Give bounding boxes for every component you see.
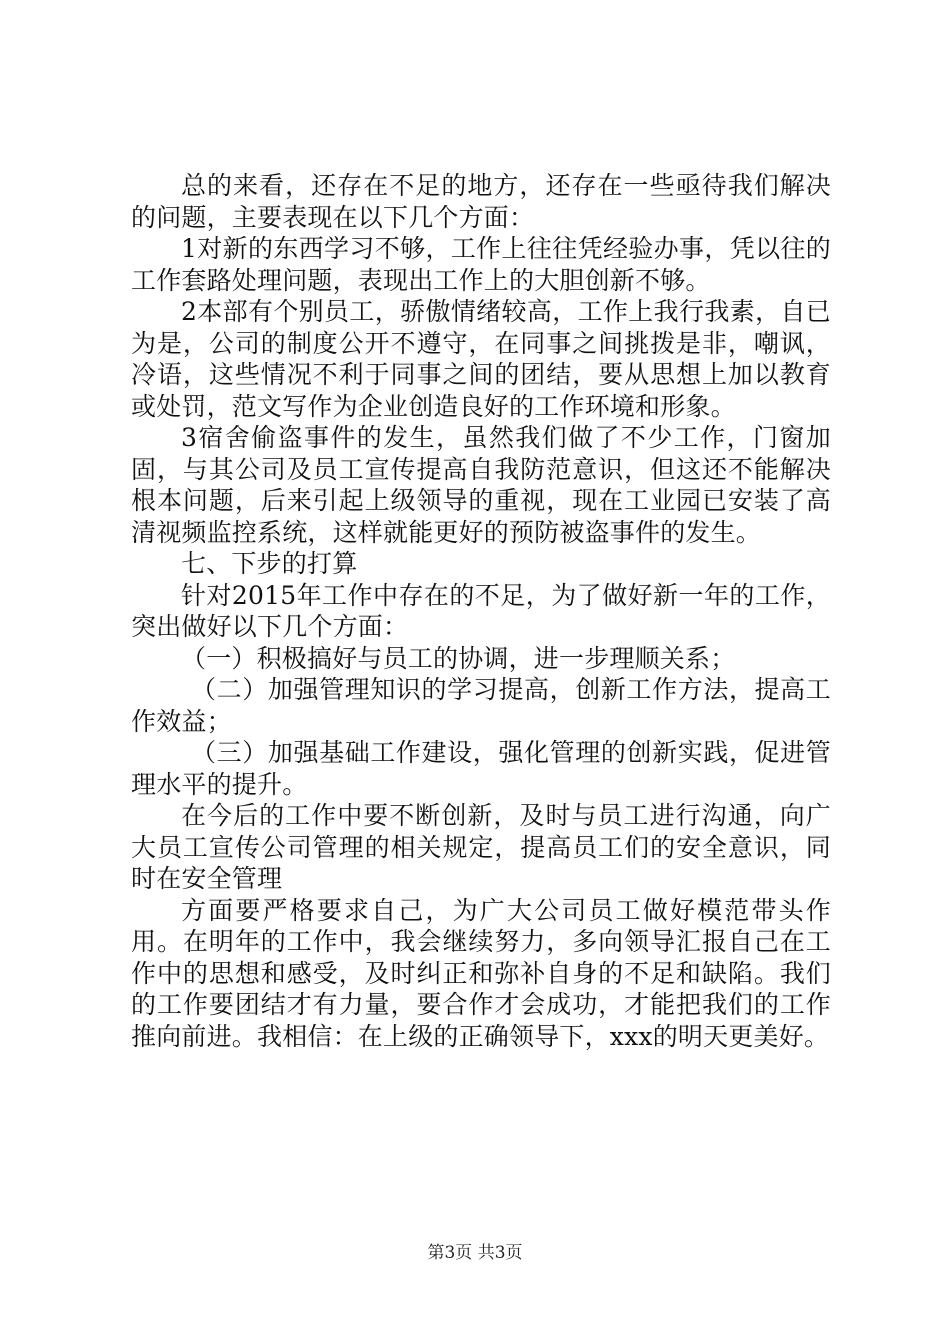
paragraph-summary: 总的来看，还存在不足的地方，还存在一些亟待我们解决的问题，主要表现在以下几个方面： bbox=[131, 171, 831, 232]
document-body bbox=[131, 170, 831, 1052]
section-heading-next-steps: 七、下步的打算 bbox=[181, 549, 358, 578]
paragraph-plan-item-2: （二）加强管理知识的学习提高，创新工作方法，提高工作效益； bbox=[131, 675, 831, 736]
paragraph-plan-item-3: （三）加强基础工作建设，强化管理的创新实践，促进管理水平的提升。 bbox=[131, 738, 831, 799]
paragraph-conclusion: 方面要严格要求自己，为广大公司员工做好模范带头作用。在明年的工作中，我会继续努力，多向领导汇报自己在工作中的思想和感受，及时纠正和弥补自身的不足和缺陷。我们的工作要团结才有力量，要合作才会成功，才能把我们的工作推向前进。我相信：在上级的正确领导下，xxx的明天更美好。 bbox=[131, 895, 831, 1051]
paragraph-plan-item-1: （一）积极搞好与员工的协调，进一步理顺关系； bbox=[181, 643, 736, 673]
paragraph-issue-3: 3宿舍偷盗事件的发生，虽然我们做了不少工作，门窗加固，与其公司及员工宣传提高自我防范意识，但这还不能解决根本问题，后来引起上级领导的重视，现在工业园已安装了高清视频监控系统，这样就能更好的预防被盗事件的发生。 bbox=[131, 423, 831, 547]
paragraph-plan-intro: 针对2015年工作中存在的不足，为了做好新一年的工作，突出做好以下几个方面： bbox=[131, 580, 831, 641]
paragraph-issue-2: 2本部有个别员工，骄傲情绪较高，工作上我行我素，自已为是，公司的制度公开不遵守，在同事之间挑拨是非，嘲讽，冷语，这些情况不利于同事之间的团结，要从思想上加以教育或处罚，范文写作为企业创造良好的工作环境和形象。 bbox=[131, 297, 831, 421]
paragraph-future-work: 在今后的工作中要不断创新，及时与员工进行沟通，向广大员工宣传公司管理的相关规定，提高员工们的安全意识，同时在安全管理 bbox=[131, 801, 831, 893]
paragraph-issue-1: 1对新的东西学习不够，工作上往往凭经验办事，凭以往的工作套路处理问题，表现出工作上的大胆创新不够。 bbox=[131, 234, 831, 295]
page-number-footer: 第3页 共3页 bbox=[427, 1243, 523, 1263]
